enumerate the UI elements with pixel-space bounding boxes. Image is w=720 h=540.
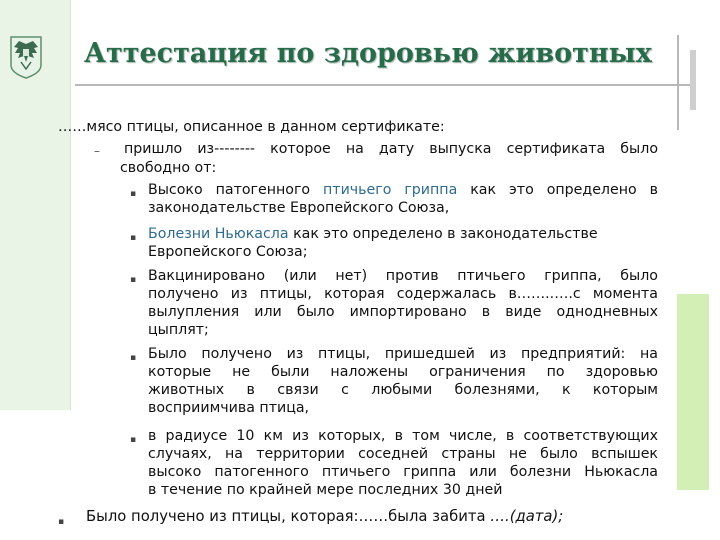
bullet-text: Высоко патогенного <box>148 182 324 198</box>
bullet-marker: ▪ <box>130 275 137 285</box>
highlight-newcastle: Болезни Ньюкасла <box>148 226 289 242</box>
bullet-line: случаях, на территории соседней страны не было вспышек <box>148 446 658 462</box>
bullet-text: как это определено в законодательстве <box>288 226 598 242</box>
bullet-line: животных в связи с любыми болезнями, к которым <box>148 382 658 398</box>
bullet-line: Вакцинировано (или нет) против птичьего гриппа, было <box>148 268 658 284</box>
intro-line: ……мясо птицы, описанное в данном сертификате: <box>58 119 445 135</box>
bullet-line: которые не были наложены ограничения по здоровью <box>148 364 658 380</box>
bullet-marker: ▪ <box>130 189 137 199</box>
page-title: Аттестация по здоровью животных <box>84 38 652 69</box>
bullet-line: в течение по крайней мере последних 30 дней <box>148 482 503 498</box>
bullet-marker: ▪ <box>130 233 137 243</box>
bullet-line: законодательстве Европейского Союза, <box>148 200 450 216</box>
last-item-text: Было получено из птицы, которая:……была забита <box>86 508 491 525</box>
bullet-line: Европейского Союза; <box>148 244 308 260</box>
last-item-line <box>86 508 563 526</box>
last-item-date: ….(дата); <box>490 508 564 525</box>
bullet-line <box>148 226 598 244</box>
dash-marker: – <box>94 144 100 158</box>
bullet-marker: ▪ <box>130 353 137 363</box>
bullet-text: как это определено в <box>457 182 658 198</box>
bullet-line: Было получено из птицы, пришедшей из предприятий: на <box>148 346 658 362</box>
sub-item-line: свободно от: <box>120 160 217 176</box>
bullet-line: в радиусе 10 км из которых, в том числе, в соответствующих <box>148 428 658 444</box>
bullet-line: вылупления или было импортировано в виде однодневных <box>148 304 658 320</box>
bullet-line: восприимчива птица, <box>148 400 310 416</box>
bullet-line: высоко патогенного птичьего гриппа или болезни Ньюкасла <box>148 464 658 480</box>
highlight-avian-flu: птичьего гриппа <box>323 182 458 198</box>
bullet-line <box>148 182 658 200</box>
bullet-marker: ▪ <box>58 517 65 527</box>
bullet-line: получено из птицы, которая содержалась в……..….с момента <box>148 286 658 302</box>
bullet-marker: ▪ <box>130 435 137 445</box>
bullet-line: цыплят; <box>148 322 209 338</box>
sub-item-line: пришло из-------- которое на дату выпуска сертификата было <box>124 141 658 157</box>
